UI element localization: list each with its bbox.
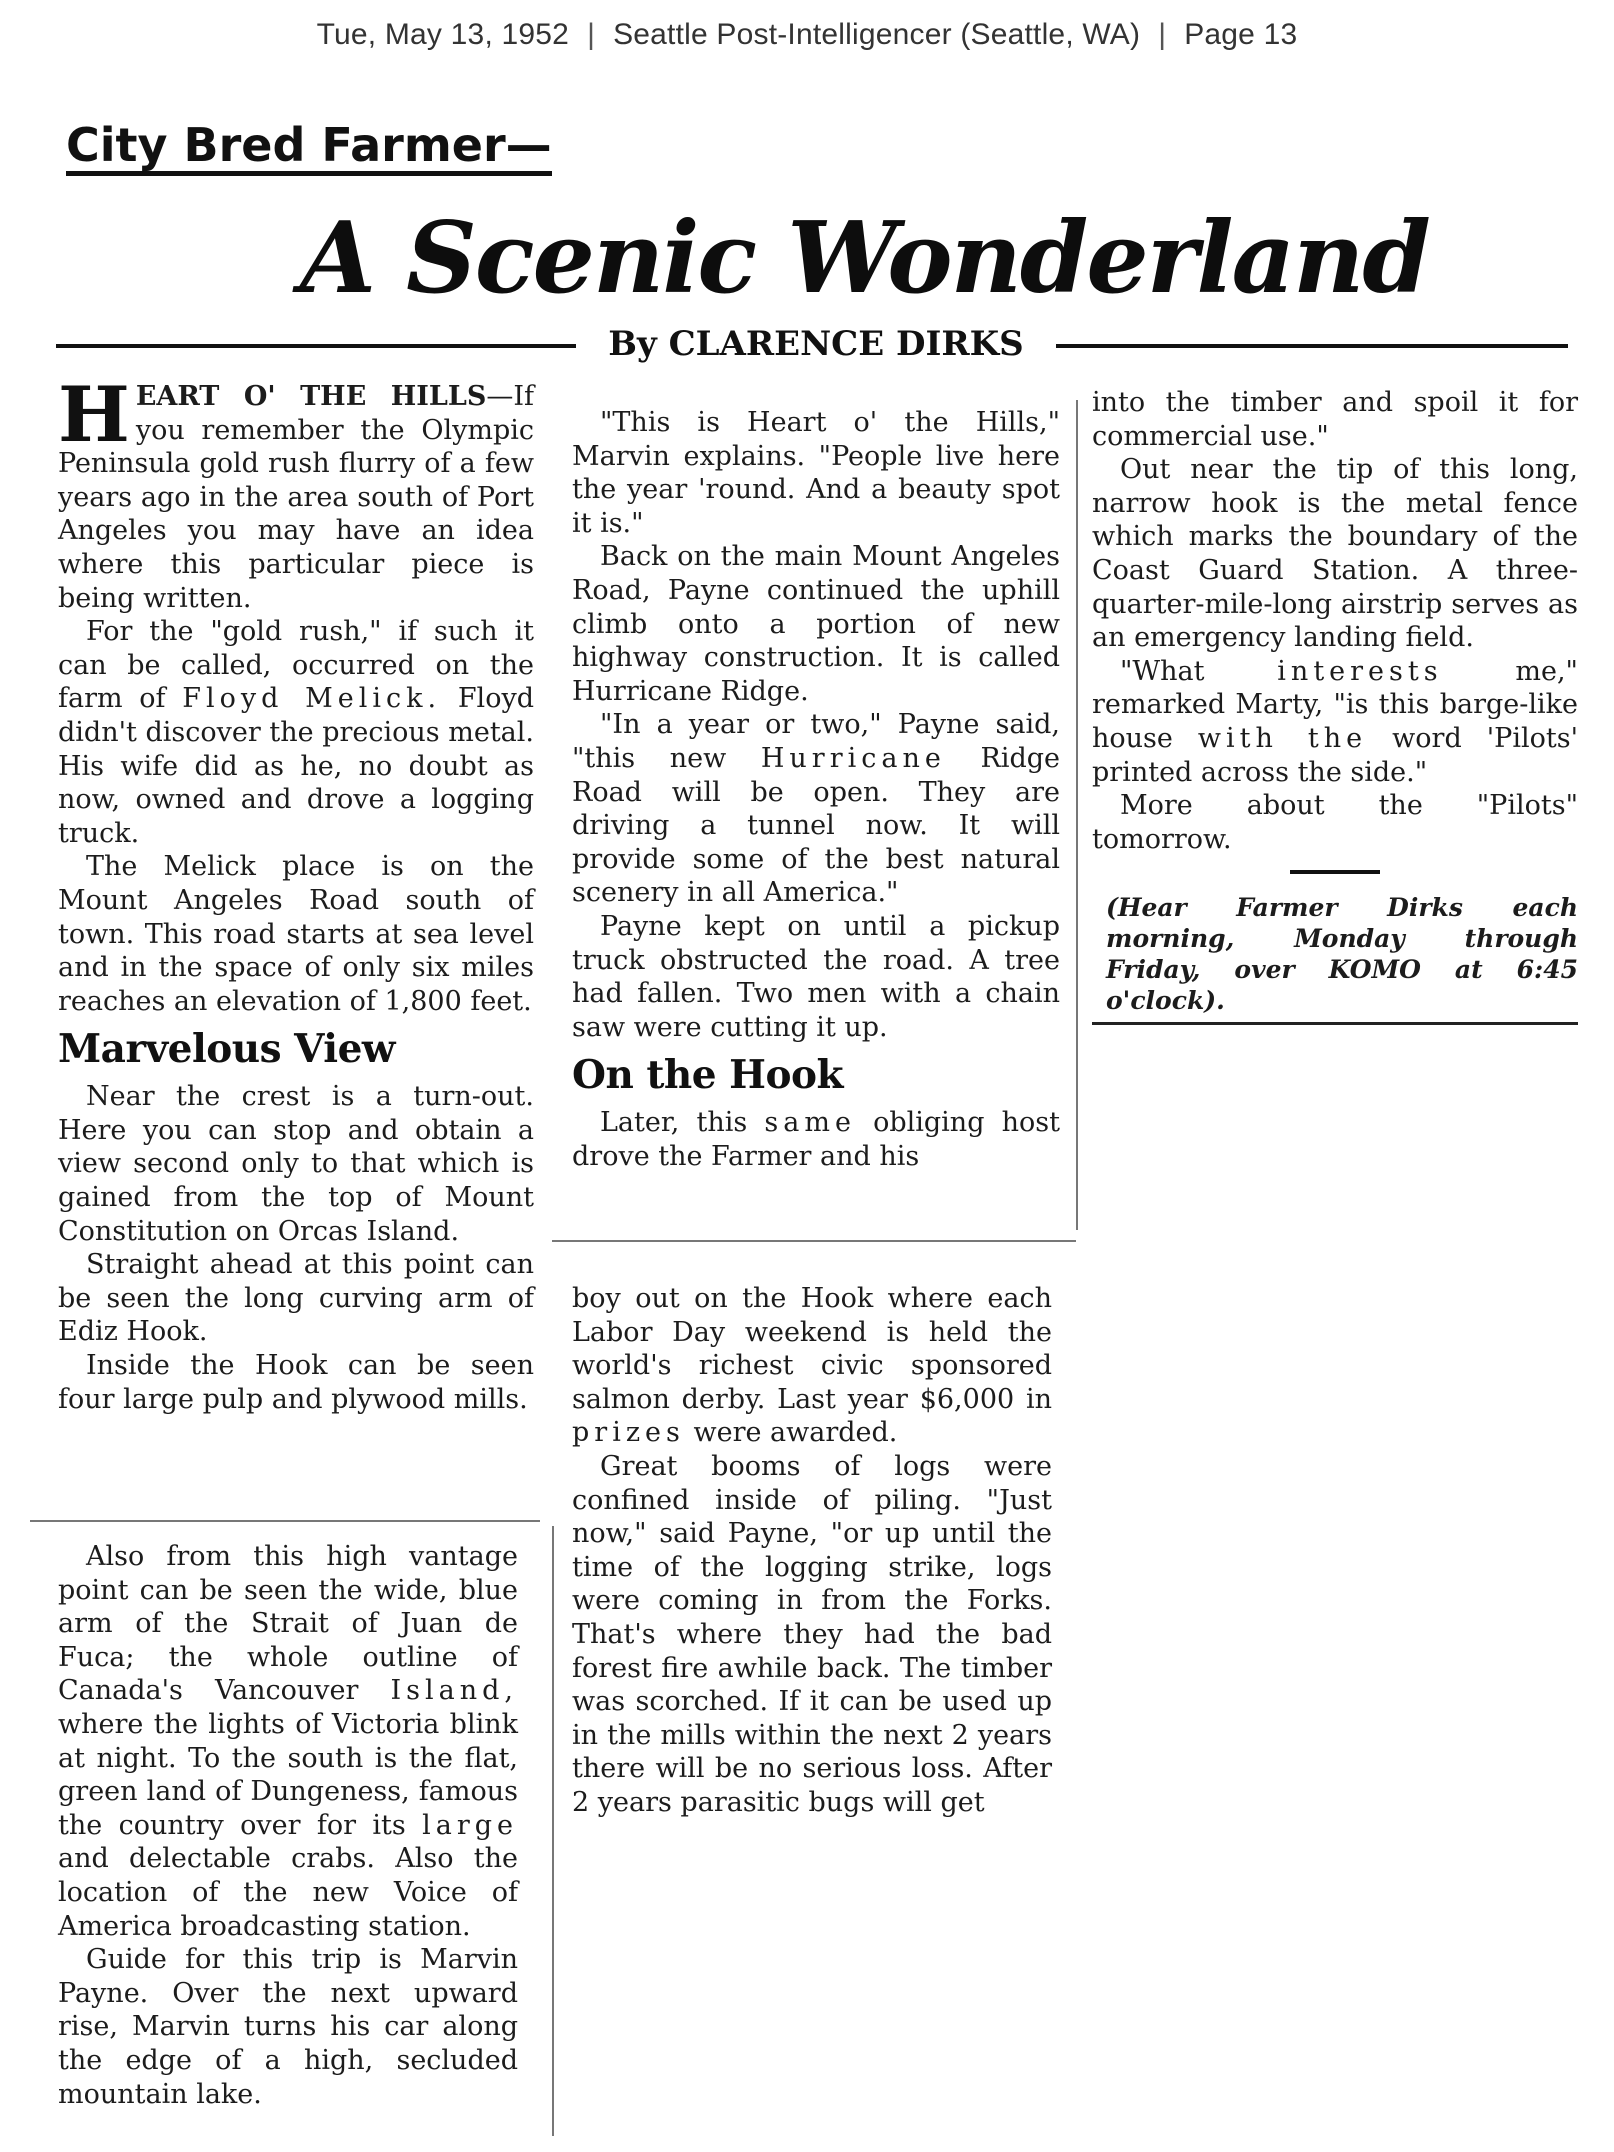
paragraph bbox=[58, 370, 534, 615]
clipping-edge bbox=[1076, 400, 1078, 1230]
paragraph: into the timber and spoil it for commercial use." bbox=[1092, 387, 1578, 452]
spaced-word: with the bbox=[1197, 722, 1368, 754]
drop-cap: H bbox=[58, 370, 130, 459]
end-rule bbox=[1092, 1022, 1578, 1025]
article-headline: A Scenic Wonderland bbox=[300, 201, 1429, 316]
article-byline: By CLARENCE DIRKS bbox=[608, 324, 1024, 364]
paragraph: Out near the tip of this long, narrow hook is the metal fence which marks the boundary of the Coast Guard Station. A three-quarter-mile-long airstrip serves as an emergency landing field. bbox=[1092, 454, 1578, 654]
paragraph: Near the crest is a turn-out. Here you can stop and obtain a view second only to that which is gained from the top of Mount Constitution on Orcas Island. bbox=[58, 1081, 534, 1247]
column-2-bottom bbox=[572, 1282, 1052, 1820]
paragraph-text: "In a year or two," Payne said, "this new bbox=[572, 709, 1060, 774]
paragraph bbox=[1092, 655, 1578, 789]
clipping-edge bbox=[552, 1526, 554, 2136]
radio-footnote: (Hear Farmer Dirks each morning, Monday through Friday, over KOMO at 6:45 o'clock). bbox=[1106, 893, 1578, 1016]
clipping-edge bbox=[552, 1240, 1076, 1242]
paragraph bbox=[572, 1282, 1052, 1450]
paragraph bbox=[58, 1540, 518, 1943]
column-1-top bbox=[58, 370, 534, 1416]
paragraph: Straight ahead at this point can be seen the long curving arm of Ediz Hook. bbox=[58, 1249, 534, 1348]
paragraph-text: Later, this bbox=[600, 1107, 748, 1139]
paragraph: The Melick place is on the Mount Angeles Road south of town. This road starts at sea level and in the space of only six miles reaches an elevation of 1,800 feet. bbox=[58, 851, 534, 1017]
paragraph-text: and delectable crabs. Also the location of the new Voice of America broadcasting station. bbox=[58, 1843, 518, 1942]
byline-row bbox=[56, 322, 1568, 372]
paragraph: Back on the main Mount Angeles Road, Payne continued the uphill climb onto a portion of new highway construction. It is called Hurricane Ridge. bbox=[572, 541, 1060, 707]
clipping-edge bbox=[30, 1520, 540, 1522]
paragraph-text: me," remarked Marty, "is this barge-like house bbox=[1092, 655, 1578, 754]
paragraph: Guide for this trip is Marvin Payne. Over the next upward rise, Marvin turns his car along the edge of a high, secluded mountain lake. bbox=[58, 1944, 518, 2110]
lead-caps: EART O' THE HILLS bbox=[135, 381, 487, 412]
subhead-marvelous-view: Marvelous View bbox=[58, 1026, 395, 1073]
paragraph-text: were awarded. bbox=[693, 1417, 898, 1449]
column-2-top bbox=[572, 406, 1060, 1173]
header-page: Page 13 bbox=[1184, 18, 1298, 51]
header-date: Tue, May 13, 1952 bbox=[316, 18, 570, 51]
paragraph bbox=[58, 615, 534, 850]
paragraph-text: boy out on the Hook where each Labor Day weekend is held the world's richest civic sponsored salmon derby. Last year $6,000 in bbox=[572, 1283, 1052, 1415]
header-publication: Seattle Post-Intelligencer bbox=[613, 18, 952, 51]
spaced-name: Floyd Melick. bbox=[182, 683, 442, 715]
paragraph-text: Ridge Road will be open. They are driving a tunnel now. It will provide some of the best natural scenery in all America." bbox=[572, 742, 1060, 909]
subhead-on-the-hook: On the Hook bbox=[572, 1052, 844, 1099]
spaced-word: same bbox=[764, 1107, 856, 1139]
paragraph-text: "What bbox=[1120, 655, 1205, 687]
spaced-word: Island, bbox=[390, 1675, 518, 1707]
spaced-word: Hurricane bbox=[760, 742, 946, 774]
paragraph: "This is Heart o' the Hills," Marvin explains. "People live here the year 'round. And a beauty spot it is." bbox=[572, 407, 1060, 539]
paragraph-text: obliging host drove the Farmer and his bbox=[572, 1107, 1060, 1172]
spaced-word: prizes bbox=[572, 1417, 685, 1449]
byline-rule-right bbox=[1056, 344, 1568, 348]
paragraph bbox=[572, 708, 1060, 910]
article-kicker: City Bred Farmer— bbox=[66, 120, 552, 176]
section-divider bbox=[1290, 870, 1380, 874]
paragraph bbox=[572, 1106, 1060, 1173]
paragraph-text: Also from this high vantage point can be seen the wide, blue arm of the Strait of Juan de Fuca; the whole outline of Canada's Vancouver bbox=[58, 1541, 518, 1707]
paragraph-text: word 'Pilots' printed across the side." bbox=[1092, 722, 1578, 788]
spaced-word: large bbox=[422, 1809, 518, 1841]
paragraph-text: For the "gold rush," if such it can be called, occurred on the farm of bbox=[58, 616, 534, 715]
header-location: (Seattle, WA) bbox=[960, 18, 1141, 51]
paragraph: Inside the Hook can be seen four large pulp and plywood mills. bbox=[58, 1350, 534, 1415]
paragraph-text: where the lights of Victoria blink at night. To the south is the flat, green land of Dungeness, famous the country over for its bbox=[58, 1708, 518, 1841]
page-header: Tue, May 13, 1952 | Seattle Post-Intelligencer (Seattle, WA) | Page 13 bbox=[316, 18, 1298, 51]
column-3 bbox=[1092, 386, 1578, 1031]
paragraph: More about the "Pilots" tomorrow. bbox=[1092, 790, 1578, 855]
paragraph-text: —If you remember the Olympic Peninsula gold rush flurry of a few years ago in the area south of Port Angeles you may have an idea where this particular piece is being written. bbox=[58, 381, 534, 614]
spaced-word: interests bbox=[1277, 655, 1443, 687]
column-1-bottom bbox=[58, 1540, 518, 2111]
paragraph-text: Floyd didn't discover the precious metal. His wife did as he, no doubt as now, owned and drove a logging truck. bbox=[58, 683, 534, 849]
byline-rule-left bbox=[56, 344, 576, 348]
paragraph: Great booms of logs were confined inside of piling. "Just now," said Payne, "or up until the time of the logging strike, logs were coming in from the Forks. That's where they had the bad forest fire awhile back. The timber was scorched. If it can be used up in the mills within the next 2 years there will be no serious loss. After 2 years parasitic bugs will get bbox=[572, 1450, 1052, 1818]
paragraph: Payne kept on until a pickup truck obstructed the road. A tree had fallen. Two men with a chain saw were cutting it up. bbox=[572, 910, 1060, 1043]
